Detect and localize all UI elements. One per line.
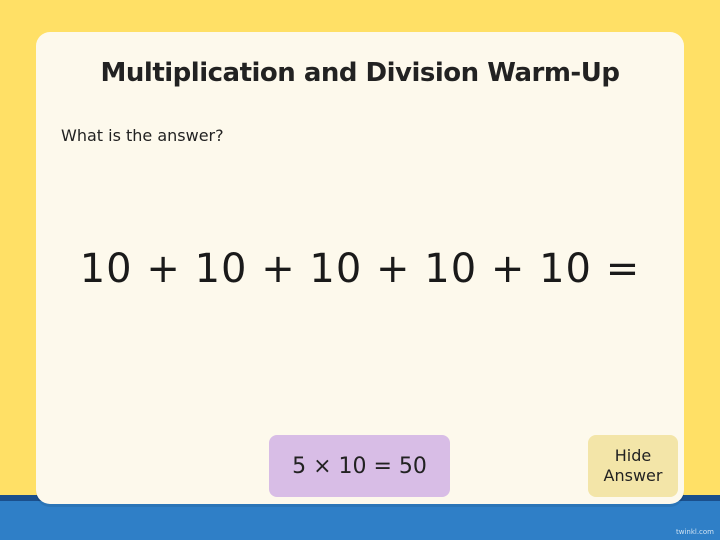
hide-button-label-line2: Answer xyxy=(603,466,663,485)
hide-button-label-line1: Hide xyxy=(614,446,652,465)
hide-answer-button[interactable] xyxy=(588,435,678,497)
equation: 10 + 10 + 10 + 10 + 10 = xyxy=(79,246,641,292)
question-prompt: What is the answer? xyxy=(61,126,224,145)
answer-box xyxy=(269,435,450,497)
footer-bar xyxy=(0,501,720,540)
slide-title: Multiplication and Division Warm-Up xyxy=(100,58,620,88)
watermark: twinkl.com xyxy=(675,528,714,536)
answer-text: 5 × 10 = 50 xyxy=(292,453,427,479)
